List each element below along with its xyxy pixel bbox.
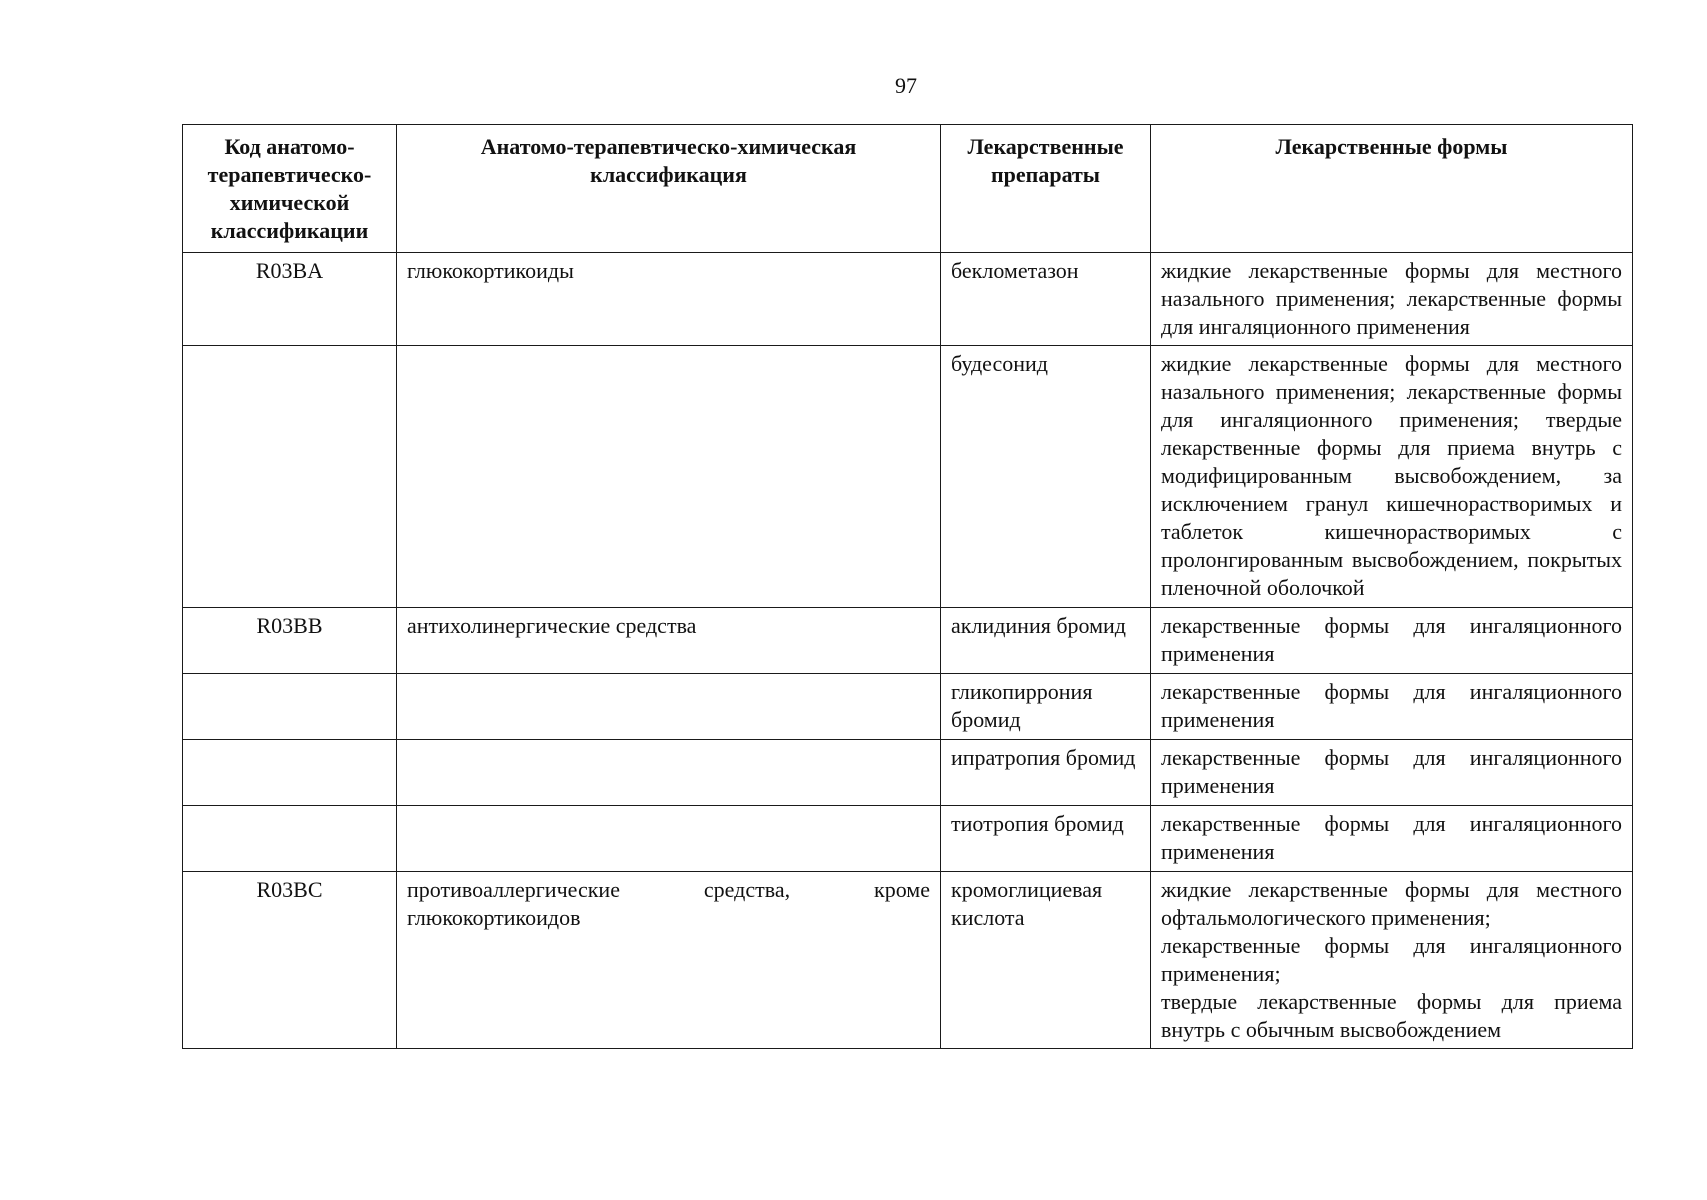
header-forms: Лекарственные формы (1151, 125, 1633, 253)
cell-code: R03BA (183, 253, 397, 346)
cell-code: R03BB (183, 608, 397, 674)
table-row (183, 608, 1633, 674)
cell-forms: жидкие лекарственные формы для местного назального применения; лекарственные формы для ингаляционного применения; твердые лекарственные формы для приема внутрь с модифицированным высвобождением, за исключением гранул кишечнорастворимых и таблеток кишечнорастворимых с пролонгированным высвобождением, покрытых пленочной оболочкой (1151, 346, 1633, 608)
table-row (183, 253, 1633, 346)
cell-code (183, 740, 397, 806)
header-code: Код анатомо-терапевтическо-химической классификации (183, 125, 397, 253)
cell-classification (397, 806, 941, 872)
cell-code (183, 346, 397, 608)
table-row (183, 872, 1633, 1049)
cell-drug: аклидиния бромид (941, 608, 1151, 674)
cell-drug: будесонид (941, 346, 1151, 608)
cell-classification (397, 346, 941, 608)
cell-drug: беклометазон (941, 253, 1151, 346)
cell-drug: кромоглициевая кислота (941, 872, 1151, 1049)
cell-drug: ипратропия бромид (941, 740, 1151, 806)
forms-line: лекарственные формы для ингаляционного применения; (1161, 933, 1622, 986)
cell-drug: тиотропия бромид (941, 806, 1151, 872)
forms-line: жидкие лекарственные формы для местного офтальмологического применения; (1161, 877, 1622, 930)
header-drugs: Лекарственные препараты (941, 125, 1151, 253)
cell-classification: глюкокортикоиды (397, 253, 941, 346)
page-number: 97 (895, 73, 917, 98)
cell-forms: лекарственные формы для ингаляционного применения (1151, 608, 1633, 674)
table-row (183, 806, 1633, 872)
cell-forms (1151, 872, 1633, 1049)
cell-classification: противоаллергические средства, кроме глюкокортикоидов (397, 872, 941, 1049)
header-classification: Анатомо-терапевтическо-химическая классификация (397, 125, 941, 253)
cell-code: R03BC (183, 872, 397, 1049)
cell-forms: лекарственные формы для ингаляционного применения (1151, 740, 1633, 806)
table-row (183, 346, 1633, 608)
forms-line: твердые лекарственные формы для приема внутрь с обычным высвобождением (1161, 989, 1622, 1042)
atc-classification-table (182, 124, 1633, 1049)
cell-code (183, 674, 397, 740)
cell-classification: антихолинергические средства (397, 608, 941, 674)
cell-drug: гликопиррония бромид (941, 674, 1151, 740)
cell-classification (397, 740, 941, 806)
table-row (183, 740, 1633, 806)
cell-code (183, 806, 397, 872)
cell-forms: лекарственные формы для ингаляционного применения (1151, 806, 1633, 872)
table-header-row (183, 125, 1633, 253)
table-row (183, 674, 1633, 740)
cell-forms: жидкие лекарственные формы для местного назального применения; лекарственные формы для ингаляционного применения (1151, 253, 1633, 346)
cell-classification (397, 674, 941, 740)
cell-forms: лекарственные формы для ингаляционного применения (1151, 674, 1633, 740)
